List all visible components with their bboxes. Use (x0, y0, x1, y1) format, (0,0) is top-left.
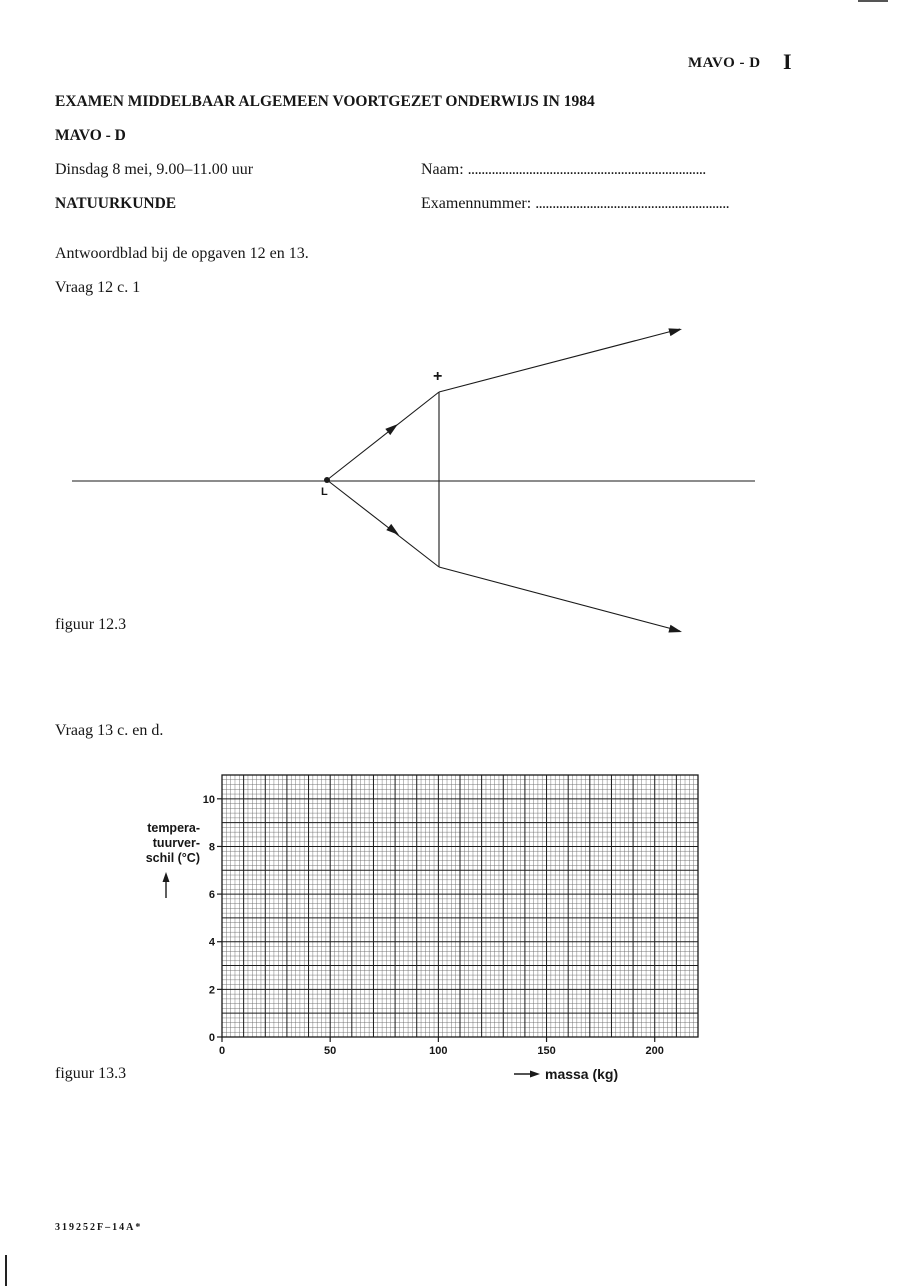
point-source-dot (324, 477, 330, 483)
margin-mark (5, 1255, 7, 1286)
y-axis-label (120, 821, 200, 866)
graph-border (222, 775, 698, 1037)
y-tick-label: 6 (208, 889, 215, 902)
figure-13-caption: figuur 13.3 (55, 1065, 127, 1082)
x-tick-label: 150 (537, 1045, 556, 1057)
corner-mark (858, 0, 888, 2)
y-tick-label: 8 (208, 841, 215, 854)
lower-refracted-ray (439, 567, 680, 631)
exam-number-label: Examennummer: (421, 195, 532, 212)
intro-text: Antwoordblad bij de opgaven 12 en 13. (55, 245, 309, 262)
figure-12-caption: figuur 12.3 (55, 616, 127, 633)
y-tick-label: 0 (208, 1032, 215, 1044)
corner-code: MAVO - D (688, 55, 761, 71)
y-tick-label: 2 (208, 984, 215, 997)
name-dots: ...................................................................... (467, 161, 706, 178)
y-axis-label-line-1: tempera- (147, 821, 200, 835)
x-axis-arrowhead-icon (530, 1071, 540, 1078)
question-13-label: Vraag 13 c. en d. (55, 722, 164, 739)
arrowhead-lower-refracted (668, 625, 683, 636)
y-axis-arrowhead-icon (163, 872, 170, 882)
arrowhead-upper-refracted (668, 325, 683, 336)
x-axis-label: massa (kg) (545, 1066, 619, 1082)
roman-numeral: I (783, 49, 792, 74)
exam-subject: NATUURKUNDE (55, 195, 177, 212)
exam-level: MAVO - D (55, 127, 126, 144)
exam-number-dots: ......................................................... (535, 195, 729, 212)
y-axis-label-line-2: tuurver- (152, 836, 200, 850)
exam-date-time: Dinsdag 8 mei, 9.00–11.00 uur (55, 161, 254, 178)
exam-title: EXAMEN MIDDELBAAR ALGEMEEN VOORTGEZET ONDERWIJS IN 1984 (55, 93, 595, 110)
upper-refracted-ray (439, 329, 680, 392)
footer-code: 319252F–14A* (55, 1222, 143, 1233)
x-tick-label: 50 (324, 1045, 337, 1057)
lower-incident-ray (327, 480, 439, 567)
y-tick-label: 4 (208, 936, 215, 949)
x-tick-label: 200 (645, 1045, 664, 1057)
x-tick-label: 0 (218, 1045, 226, 1057)
x-tick-label: 100 (429, 1045, 448, 1057)
question-12-label: Vraag 12 c. 1 (55, 279, 141, 296)
y-axis-label-line-3: schil (°C) (145, 851, 200, 865)
y-tick-label: 10 (202, 793, 215, 806)
point-label: L (321, 486, 328, 498)
upper-incident-ray (327, 392, 439, 480)
lens-sign: + (433, 368, 443, 385)
name-label: Naam: (421, 161, 464, 178)
